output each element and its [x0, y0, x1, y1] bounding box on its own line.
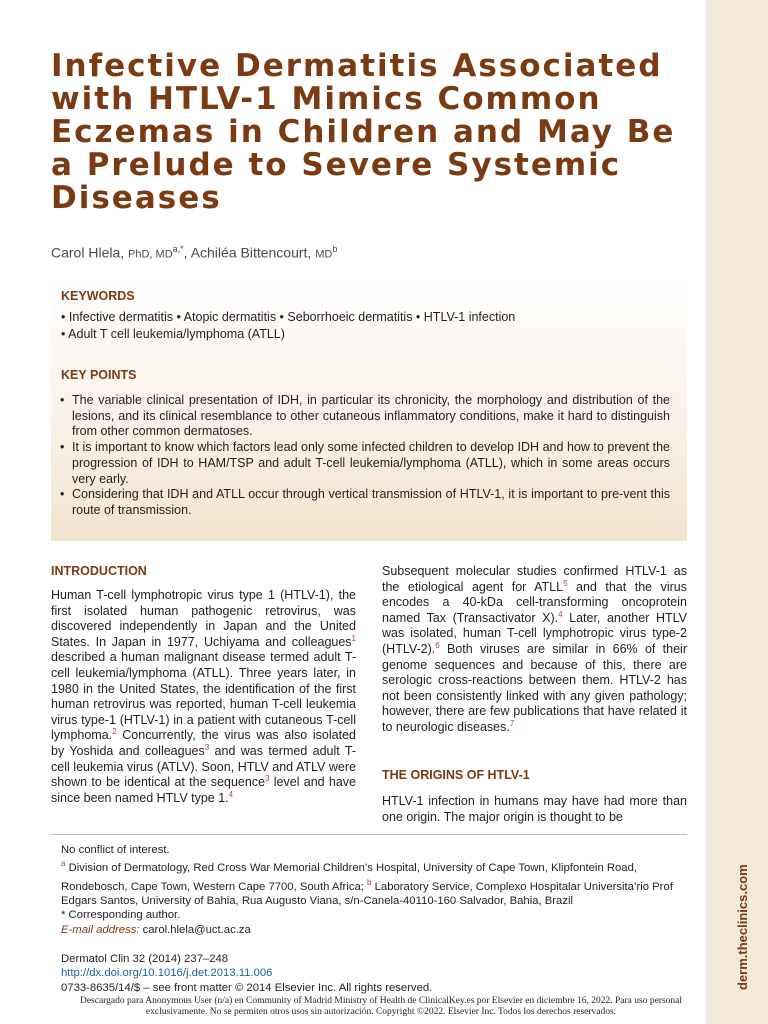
- conflict-statement: No conflict of interest.: [61, 844, 170, 856]
- right-column-text: Subsequent molecular studies confirmed HTLV-1 as the etiological agent for ATLL$^5$ and that the virus encodes a 40-kDa cell-transforming oncoprotein named Tax (Transactivator X).$^4$ Later, another HTLV was isolated, human T-cell lymphotropic virus type-2 (HTLV-2).$^6$ Both viruses are similar in 66% of their genome sequences and because of this, there are serologic cross-reactions between them. HTLV-2 has not been consistently linked with any given pathology; however, there are few publications that have related it to neurologic diseases.$^7$: [382, 564, 687, 734]
- reference-link[interactable]: 4: [558, 609, 563, 619]
- key-point-item: • Considering that IDH and ATLL occur through vertical transmission of HTLV-1, it is important to pre-vent this route of transmission.: [58, 487, 670, 518]
- introduction-text: Human T-cell lymphotropic virus type 1 (HTLV-1), the first isolated human pathogenic retrovirus, was discovered independently in Japan and the United States. In Japan in 1977, Uchiyama and colleagues$^1$ described a human malignant disease termed adult T-cell leukemia/lymphoma (ATLL). Three years later, in 1980 in the United States, the identification of the first human retrovirus was reported, human T-cell leukemia virus type-1 (HTLV-1) in a patient with cutaneous T-cell lymphoma.$^2$ Concurrently, the virus was also isolated by Yoshida and colleagues$^3$ and was termed adult T-cell leukemia virus (ATLV). Soon, HTLV and ATLV were shown to be identical at the sequence$^3$ level and have since been named HTLV type 1.$^4$: [51, 588, 357, 805]
- citation: Dermatol Clin 32 (2014) 237–248: [61, 953, 229, 965]
- author-separator: ,: [183, 244, 191, 261]
- reference-link[interactable]: 4: [228, 789, 234, 799]
- author-2-name: Achiléa Bittencourt,: [190, 244, 312, 261]
- corresponding-note: * Corresponding author.: [61, 909, 181, 922]
- author-2-affil[interactable]: b: [332, 244, 338, 254]
- keywords-line-1: • Infective dermatitis • Atopic dermatitis • Seborrhoeic dermatitis • HTLV-1 infection: [61, 310, 516, 324]
- reference-link[interactable]: 2: [112, 727, 117, 737]
- footnotes: No conflict of interest. $^a$ Division of Dermatology, Red Cross War Memorial Children’s Hospital, University of Cape Town, Klipfontein Road, Rondebosch, Cape Town, Western Cape 7700, South Africa; $^b$ Laboratory Service, Complexo Hospitalar Universita’rio Prof Edgars Santos, University of Bahia, Rua Augusto Viana, s/n-Canela-40110-160 Salvador, Bahia, Brazil * Corresponding author. E-mail address: carol.hlela@uct.ac.za: [61, 844, 673, 936]
- article-title: Infective Dermatitis Associated with HTLV-1 Mimics Common Eczemas in Children and May Be a Prelude to Severe Systemic Diseases: [51, 48, 676, 216]
- author-line: [51, 244, 337, 261]
- keywords-heading: KEYWORDS: [61, 289, 135, 303]
- introduction-heading: INTRODUCTION: [51, 564, 147, 578]
- key-point-item: • It is important to know which factors lead only some infected children to develop IDH and how to prevent the progression of IDH to HAM/TSP and adult T-cell leukemia/lymphoma (ATLL), which in some areas occurs very early.: [58, 440, 670, 487]
- key-points-heading: KEY POINTS: [61, 368, 137, 382]
- journal-site-url[interactable]: derm.theclinics.com: [735, 864, 750, 990]
- doi-link[interactable]: http://dx.doi.org/10.1016/j.det.2013.11.006: [61, 967, 273, 980]
- affiliation-a: Division of Dermatology, Red Cross War Memorial Children’s Hospital, University of Cape Town, Klipfontein Road, Rondebosch, Cape Town, Western Cape 7700, South Africa;: [61, 862, 638, 893]
- affiliation-b: Laboratory Service, Complexo Hospitalar Universita’rio Prof Edgars Santos, University of Bahia, Rua Augusto Viana, s/n-Canela-40110-160 Salvador, Bahia, Brazil: [61, 880, 673, 907]
- reference-link[interactable]: 3: [265, 773, 270, 783]
- reference-link[interactable]: 3: [204, 742, 210, 752]
- footnote-divider: [51, 834, 687, 835]
- origins-text: HTLV-1 infection in humans may have had more than one origin. The major origin is thought to be: [382, 794, 687, 824]
- journal-info: [61, 952, 432, 995]
- key-points-list: [58, 393, 670, 519]
- author-1-name: Carol Hlela,: [51, 244, 125, 261]
- author-2-degree: MD: [315, 248, 333, 261]
- email-label: E-mail address:: [61, 923, 140, 936]
- keywords-line-2: • Adult T cell leukemia/lymphoma (ATLL): [61, 327, 285, 341]
- reference-link[interactable]: 6: [435, 640, 440, 650]
- download-notice: Descargado para Anonymous User (n/a) en Community of Madrid Ministry of Health de ClinicalKey.es por Elsevier en diciembre 16, 2022. Para uso personal exclusivamente. No se permiten otros usos sin autorización. Copyright ©2022. Elsevier Inc. Todos los derechos reservados.: [79, 996, 683, 1017]
- email-link[interactable]: carol.hlela@uct.ac.za: [139, 923, 251, 936]
- reference-link[interactable]: 1: [351, 633, 356, 643]
- copyright: 0733-8635/14/$ – see front matter © 2014 Elsevier Inc. All rights reserved.: [61, 981, 433, 994]
- origins-heading: THE ORIGINS OF HTLV-1: [382, 768, 530, 782]
- reference-link[interactable]: 5: [563, 578, 568, 588]
- author-1-affil[interactable]: a,*: [172, 244, 184, 254]
- author-1-degree: PhD, MD: [128, 248, 173, 261]
- key-point-item: • The variable clinical presentation of IDH, in particular its chronicity, the morphology and distribution of the lesions, and its clinical resemblance to other cutaneous inflammatory conditions, make it hard to distinguish from other common dermatoses.: [58, 393, 670, 440]
- reference-link[interactable]: 7: [509, 718, 515, 728]
